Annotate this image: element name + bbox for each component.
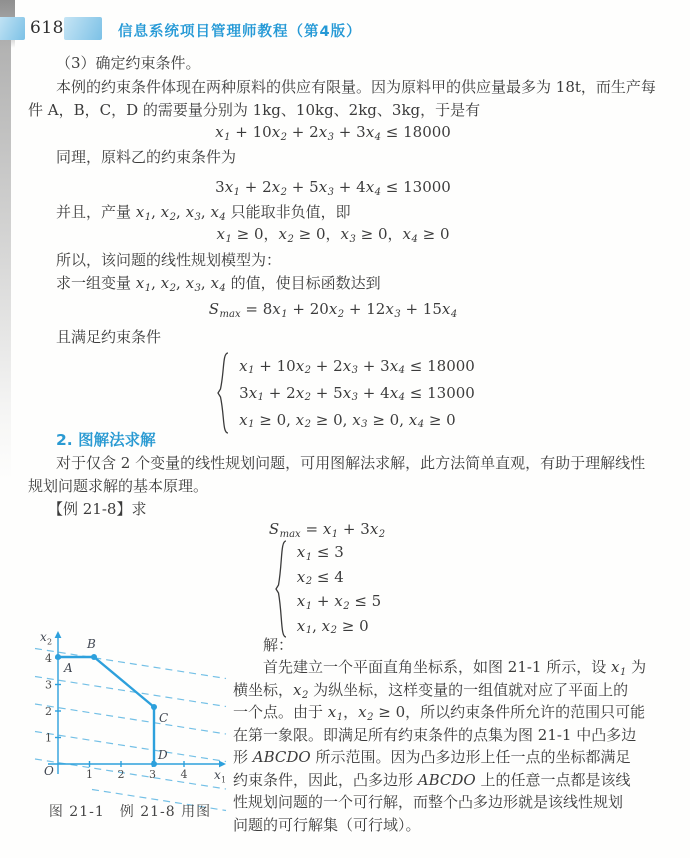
solution-line: 首先建立一个平面直角坐标系，如图 21-1 所示，设 $x_1$ 为 [263,658,647,678]
vertex-label-a: A [64,661,73,675]
svg-text:2: 2 [117,768,125,781]
paragraph-constraints-heading: （3）确定约束条件。 [56,54,201,72]
example-21-8-label: 【例 21-8】求 [48,500,147,518]
left-brace [215,351,231,435]
formula-nonnegative: $x_1 \ge 0$，$x_2 \ge 0$，$x_3 \ge 0$，$x_4 \ge 0$ [216,225,450,245]
paragraph-line: 对于仅含 2 个变量的线性规划问题，可用图解法求解，此方法简单直观，有助于理解线性 [56,454,646,472]
paragraph-line: 且满足约束条件 [56,328,162,346]
x-axis-label: x [214,768,221,782]
solution-line: 一个点。由于 $x_1$，$x_2 \ge 0$，所以约束条件所允许的范围只可能 [233,703,646,723]
constraint-line: $x_1 \ge 0$, $x_2 \ge 0$, $x_3 \ge 0$, $x_4 \ge 0$ [239,410,456,430]
formula-material-a: $x_1 + 10x_2 + 2x_3 + 3x_4 \le 18000$ [215,123,451,143]
svg-text:3: 3 [149,768,156,781]
constraint-line: $x_1 + x_2 \le 5$ [296,592,382,612]
solution-line: 问题的可行解集（可行域）。 [233,816,421,834]
vertex-label-c: C [159,711,169,725]
section-heading-graphical-method: 2. 图解法求解 [56,431,156,449]
formula-material-b: $3x_1 + 2x_2 + 5x_3 + 4x_4 \le 13000$ [215,178,451,198]
paragraph-line: 同理，原料乙的约束条件为 [56,148,237,166]
constraint-line: $x_1 \le 3$ [296,543,344,563]
solution-line: 在第一象限。即满足所有约束条件的点集为图 21-1 中凸多边 [233,726,637,744]
left-brace [273,539,289,639]
y-tick-labels [45,652,52,745]
formula-objective: $S_{max} = 8x_1 + 20x_2 + 12x_3 + 15x_4$ [208,300,458,320]
constraint-line: $x_1$, $x_2 \ge 0$ [296,616,369,636]
origin-label: O [44,764,54,778]
constraint-lines [297,540,381,638]
figure-21-1 [30,628,230,818]
svg-text:1: 1 [86,768,93,781]
x-axis-label-sub: 1 [221,775,227,785]
paragraph-line: 并且，产量 $x_1$, $x_2$, $x_3$, $x_4$ 只能取非负值，即 [56,203,351,223]
svg-text:2: 2 [45,705,52,718]
constraint-system-1 [0,350,690,436]
paragraph-line: 规划问题求解的基本原理。 [28,477,209,495]
vertex-label-b: B [87,637,96,651]
svg-text:4: 4 [180,768,188,781]
y-axis-arrow [55,631,62,638]
constraint-line: $3x_1 + 2x_2 + 5x_3 + 4x_4 \le 13000$ [239,383,475,403]
feasible-region-plot [30,628,230,818]
solution-line: 形 ABCDO 所示范围。因为凸多边形上任一点的坐标都满足 [233,748,631,766]
solution-line: 约束条件，因此，凸多边形 ABCDO 上的任意一点都是该线 [233,771,631,789]
solution-line: 横坐标，$x_2$ 为纵坐标，这样变量的一组值就对应了平面上的 [233,681,629,701]
book-title: 信息系统项目管理师教程（第4版） [118,24,362,40]
paragraph-line: 本例的约束条件体现在两种原料的供应有限量。因为原料甲的供应量最多为 18t，而生产每 [56,78,656,96]
y-axis-label: x [40,630,47,644]
paragraph-line: 所以，该问题的线性规划模型为： [56,251,282,269]
y-axis-label-sub: 2 [47,637,53,647]
svg-text:3: 3 [45,678,52,692]
constraint-line: $x_2 \le 4$ [296,567,344,587]
solution-heading: 解： [263,636,294,654]
vertex-label-d: D [158,748,168,762]
svg-text:4: 4 [45,652,52,665]
constraint-lines [239,353,475,434]
constraint-system-2 [0,538,672,640]
header-title-square [64,17,102,40]
paragraph-line: 件 A，B，C，D 的需要量分别为 1kg、10kg、2kg、3kg，于是有 [28,101,481,119]
svg-text:1: 1 [45,731,52,745]
formula-example-objective: $S_{max} = x_1 + 3x_2$ [268,520,386,540]
header-left-square [0,17,25,40]
paragraph-line: 求一组变量 $x_1$, $x_2$, $x_3$, $x_4$ 的值，使目标函数达到 [56,274,381,294]
page-number: 618 [30,18,64,38]
figure-caption: 图 21-1 例 21-8 用图 [48,804,212,820]
solution-line: 性规划问题的一个可行解，而整个凸多边形就是该线性规划 [233,793,624,811]
constraint-line: $x_1 + 10x_2 + 2x_3 + 3x_4 \le 18000$ [239,356,475,376]
